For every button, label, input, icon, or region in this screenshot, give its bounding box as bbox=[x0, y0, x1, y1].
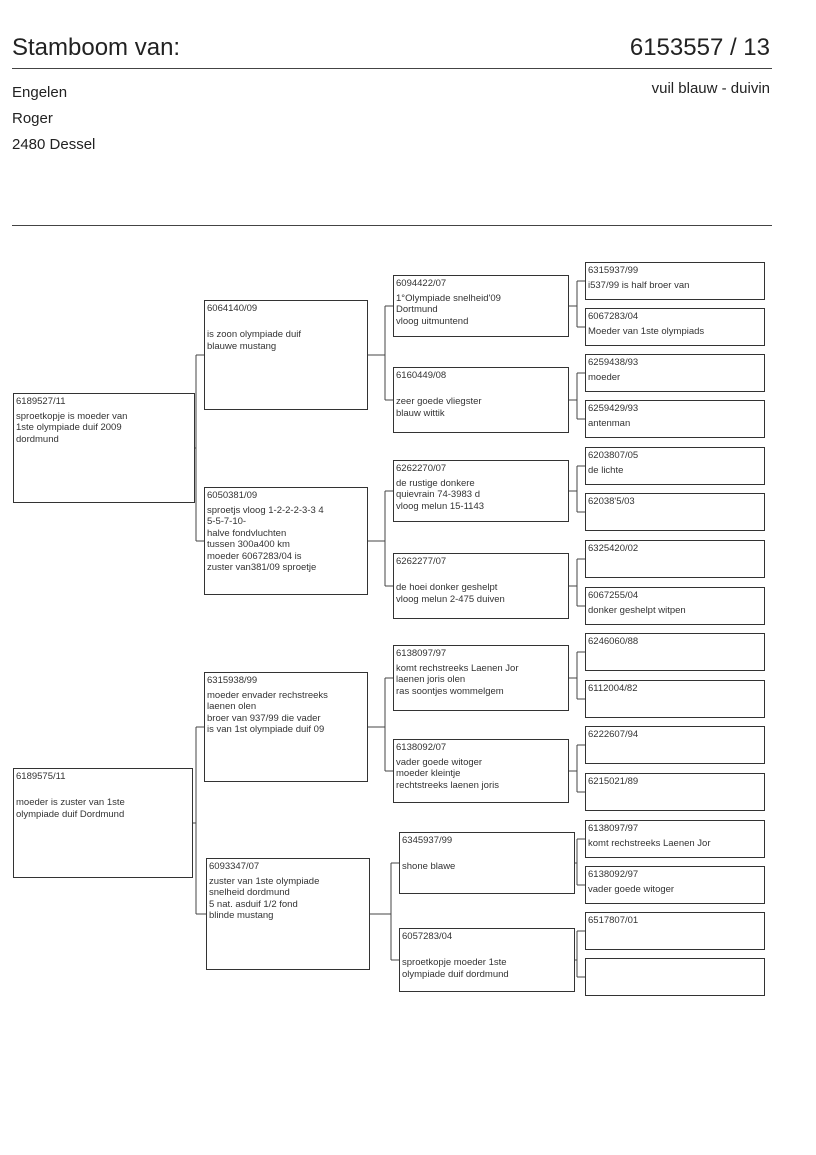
pigeon-notes: de rustige donkere quievrain 74-3983 d vloog melun 15-1143 bbox=[396, 477, 485, 512]
ring-id: 6325420/02 bbox=[588, 543, 639, 554]
ring-number: 6153557 / 13 bbox=[629, 34, 770, 61]
gen3-pigeon-box bbox=[393, 739, 569, 803]
gen2-pigeon-box bbox=[204, 487, 368, 595]
ring-id: 6315938/99 bbox=[207, 675, 258, 686]
ring-id: 62038'5/03 bbox=[588, 496, 635, 507]
ring-id: 6315937/99 bbox=[588, 265, 639, 276]
pigeon-notes: moeder is zuster van 1ste olympiade duif Dordmund bbox=[16, 797, 125, 820]
pigeon-notes: moeder envader rechstreeks laenen olen broer van 937/99 die vader is van 1st olympiade duif 09 bbox=[207, 689, 328, 735]
gen4-pigeon-box bbox=[585, 912, 765, 950]
pigeon-notes: vader goede witoger bbox=[588, 883, 675, 895]
pigeon-notes: 1°Olympiade snelheid'09 Dortmund vloog uitmuntend bbox=[396, 292, 501, 327]
pigeon-notes: zuster van 1ste olympiade snelheid dordmund 5 nat. asduif 1/2 fond blinde mustang bbox=[209, 875, 320, 921]
ring-id: 6517807/01 bbox=[588, 915, 639, 926]
ring-id: 6259438/93 bbox=[588, 357, 639, 368]
ring-id: 6067283/04 bbox=[588, 311, 639, 322]
gen3-pigeon-box bbox=[399, 832, 575, 894]
gen4-pigeon-box bbox=[585, 820, 765, 858]
ring-id: 6262277/07 bbox=[396, 556, 447, 567]
ring-id: 6138097/97 bbox=[588, 823, 639, 834]
color-sex: vuil blauw - duivin bbox=[651, 80, 770, 97]
gen3-pigeon-box bbox=[399, 928, 575, 992]
page-title: Stamboom van: bbox=[12, 34, 181, 61]
gen2-pigeon-box bbox=[204, 672, 368, 782]
ring-id: 6262270/07 bbox=[396, 463, 447, 474]
owner-first-name: Roger bbox=[12, 110, 53, 127]
gen4-pigeon-box bbox=[585, 773, 765, 811]
ring-id: 6067255/04 bbox=[588, 590, 639, 601]
pigeon-notes: Moeder van 1ste olympiads bbox=[588, 325, 705, 337]
ring-id: 6050381/09 bbox=[207, 490, 258, 501]
pigeon-notes: de hoei donker geshelpt vloog melun 2-475 duiven bbox=[396, 582, 505, 605]
ring-id: 6189575/11 bbox=[16, 771, 66, 782]
gen3-pigeon-box bbox=[393, 367, 569, 433]
pigeon-notes: komt rechstreeks Laenen Jor bbox=[588, 837, 711, 849]
pigeon-notes: sproetkopje moeder 1ste olympiade duif dordmund bbox=[402, 957, 509, 980]
pigeon-notes: sproetjs vloog 1-2-2-2-3-3 4 5-5-7-10- halve fondvluchten tussen 300a400 km moeder 6067283/04 is zuster van381/09 sproetje bbox=[207, 504, 324, 573]
ring-id: 6138092/97 bbox=[588, 869, 639, 880]
gen3-pigeon-box bbox=[393, 553, 569, 619]
ring-id: 6259429/93 bbox=[588, 403, 639, 414]
gen4-pigeon-box bbox=[585, 354, 765, 392]
pigeon-notes: vader goede witoger moeder kleintje rechtstreeks laenen joris bbox=[396, 756, 499, 791]
pigeon-notes: donker geshelpt witpen bbox=[588, 604, 686, 616]
gen4-pigeon-box bbox=[585, 262, 765, 300]
pigeon-notes: moeder bbox=[588, 371, 621, 383]
ring-id: 6094422/07 bbox=[396, 278, 447, 289]
gen4-pigeon-box bbox=[585, 540, 765, 578]
gen3-pigeon-box bbox=[393, 460, 569, 522]
pigeon-notes: de lichte bbox=[588, 464, 624, 476]
pigeon-notes: antenman bbox=[588, 417, 631, 429]
pigeon-notes: i537/99 is half broer van bbox=[588, 279, 690, 291]
ring-id: 6160449/08 bbox=[396, 370, 447, 381]
owner-name: Engelen bbox=[12, 84, 68, 101]
pigeon-notes: komt rechstreeks Laenen Jor laenen joris olen ras soontjes wommelgem bbox=[396, 662, 519, 697]
ring-id: 6203807/05 bbox=[588, 450, 639, 461]
gen4-pigeon-box bbox=[585, 587, 765, 625]
owner-city: 2480 Dessel bbox=[12, 136, 96, 153]
ring-id: 6093347/07 bbox=[209, 861, 260, 872]
ring-id: 6064140/09 bbox=[207, 303, 258, 314]
gen4-pigeon-box bbox=[585, 400, 765, 438]
gen3-pigeon-box bbox=[393, 275, 569, 337]
ring-id: 6215021/89 bbox=[588, 776, 639, 787]
gen4-pigeon-box bbox=[585, 308, 765, 346]
gen3-pigeon-box bbox=[393, 645, 569, 711]
ring-id: 6138092/07 bbox=[396, 742, 447, 753]
ring-id: 6222607/94 bbox=[588, 729, 639, 740]
pigeon-notes: shone blawe bbox=[402, 861, 456, 872]
gen2-pigeon-box bbox=[206, 858, 370, 970]
ring-id: 6246060/88 bbox=[588, 636, 639, 647]
ring-id: 6057283/04 bbox=[402, 931, 453, 942]
gen1-pigeon-box bbox=[13, 393, 195, 503]
ring-id: 6345937/99 bbox=[402, 835, 453, 846]
gen4-pigeon-box bbox=[585, 680, 765, 718]
pigeon-notes: sproetkopje is moeder van 1ste olympiade duif 2009 dordmund bbox=[16, 410, 128, 445]
gen1-pigeon-box bbox=[13, 768, 193, 878]
gen4-pigeon-box bbox=[585, 633, 765, 671]
gen4-pigeon-box bbox=[585, 866, 765, 904]
pigeon-notes: is zoon olympiade duif blauwe mustang bbox=[207, 329, 301, 352]
ring-id: 6189527/11 bbox=[16, 396, 66, 407]
gen4-pigeon-box bbox=[585, 447, 765, 485]
gen4-pigeon-box bbox=[585, 493, 765, 531]
pigeon-notes: zeer goede vliegster blauw wittik bbox=[396, 396, 482, 419]
gen2-pigeon-box bbox=[204, 300, 368, 410]
ring-id: 6112004/82 bbox=[588, 683, 638, 694]
gen4-pigeon-box bbox=[585, 726, 765, 764]
gen4-pigeon-box bbox=[585, 958, 765, 996]
ring-id: 6138097/97 bbox=[396, 648, 447, 659]
